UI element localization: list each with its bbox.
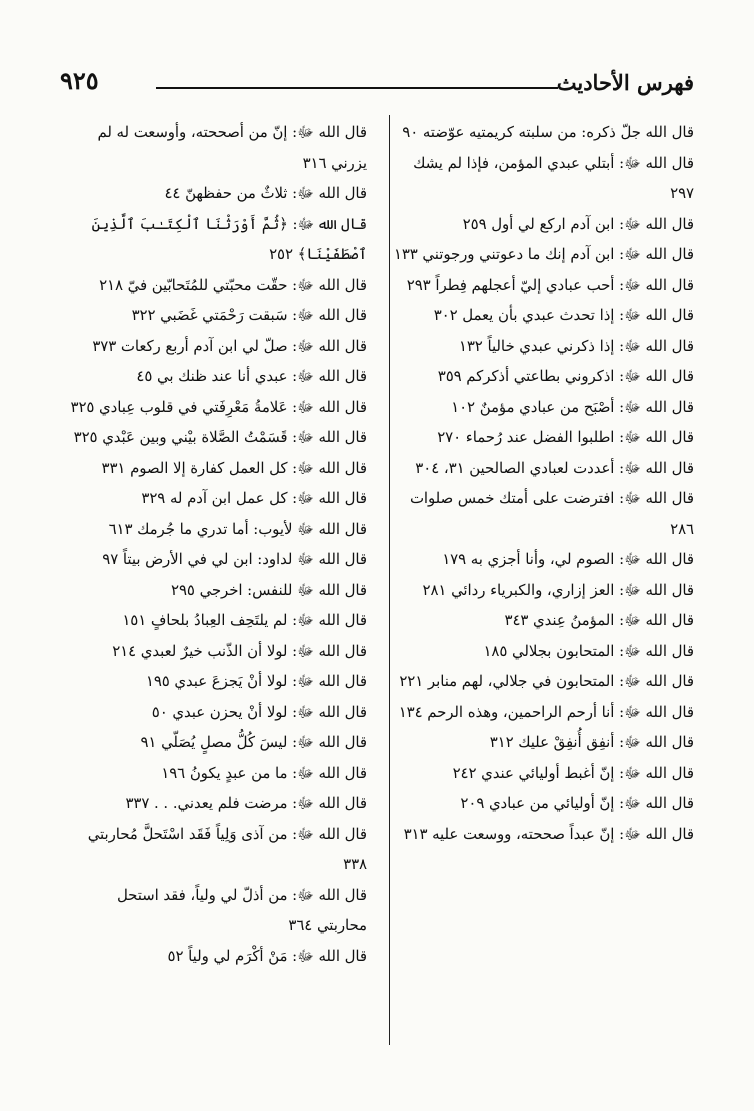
hadith-entry: قال الله ﷻ: أصْبَح من عبادي مؤمنٌ ١٠٢ (451, 398, 694, 416)
hadith-entry: قال الله ﷻ: إنّ أغبط أوليائي عندي ٢٤٢ (452, 764, 694, 782)
hadith-entry: قال الله ﷻ: إذا تحدث عبدي بأن يعمل ٣٠٢ (433, 307, 694, 324)
hadith-entry: قال الله ﷻ: افترضت على أمتك خمس صلوات ٢٨٦ (409, 490, 694, 538)
hadith-entry: قال الله جلّ ذكره: من سلبته كريمتيه عوّضته ٩٠ (402, 124, 694, 141)
hadith-entry: قال الله ﷻ: أنا أرحم الراحمين، وهذه الرحم ١٣٤ (398, 703, 694, 721)
hadith-entry: قال الله ﷻ: لم يلتَحِف العِبادُ بلحافٍ ١٥١ (122, 612, 367, 629)
hadith-entry: قال الله ﷻ: أبتلي عبدي المؤمن، فإذا لم يشك ٢٩٧ (413, 154, 694, 202)
hadith-entry: قال الله ﷻ لأيوب: أما تدري ما جُرمك ٦١٣ (108, 520, 367, 538)
hadith-entry: قال الله ﷻ: المؤمنُ عِندي ٣٤٣ (504, 612, 694, 629)
left-column (65, 118, 367, 972)
column-divider (389, 115, 390, 1045)
hadith-entry: قال الله ﷻ: لولا أن الذّنب خيرٌ لعبدي ٢١٤ (112, 642, 367, 660)
right-column (392, 118, 694, 850)
hadith-entry: قال الله ﷻ: مرضت فلم يعدني. . . ٣٣٧ (125, 795, 367, 812)
page-header (60, 58, 694, 98)
hadith-entry: قال الله ﷻ: ليسَ كُلُّ مصلٍ يُصَلّي ٩١ (140, 734, 367, 751)
hadith-entry: قال الله ﷻ لداود: ابن لي في الأرض بيتاً ٩٧ (102, 551, 367, 568)
hadith-entry: قال الله ﷻ: أحب عبادي إليّ أعجلهم فِطراً ٢٩٣ (406, 276, 694, 294)
hadith-entry: قال الله ﷻ: إنّ أوليائي من عبادي ٢٠٩ (460, 795, 694, 812)
hadith-entry: قال الله ﷻ: أعددت لعبادي الصالحين ٣١، ٣٠٤ (415, 459, 694, 477)
hadith-entry: قال الله ﷻ: اطلبوا الفضل عند رُحماء ٢٧٠ (437, 429, 694, 446)
hadith-entry: قال الله ﷻ: عبدي أنا عند ظنك بي ٤٥ (136, 368, 367, 385)
hadith-entry: قال الله ﷻ: لولا أنْ يَجزعَ عبدي ١٩٥ (145, 673, 367, 690)
hadith-entry: قال الله ﷻ: عَلامةُ مَعْرِفَتي في قلوب عِبادي ٣٢٥ (70, 398, 367, 416)
header-rule (156, 87, 558, 89)
hadith-entry: قال الله ﷻ: حقّت محبّتي للمُتَحابّين فيّ ٢١٨ (99, 276, 367, 294)
hadith-entry: قال الله ﷻ: إنّ من أصححته، وأوسعت له لم يزرني ٣١٦ (97, 124, 367, 172)
hadith-entry: قال الله ﷻ: كل العمل كفارة إلا الصوم ٣٣١ (101, 459, 367, 477)
hadith-entry: قال الله ﷻ: ﴿ثُمَّ أَوْرَثْنَا ٱلْكِتَـٰبَ ٱلَّذِينَ ٱصْطَفَيْنَا﴾ ٢٥٢ (91, 215, 367, 263)
hadith-entry: قال الله ﷻ: مَنْ أكْرَم لي ولياً ٥٢ (167, 947, 367, 965)
hadith-entry: قال الله ﷻ: كل عمل ابن آدم له ٣٢٩ (141, 490, 367, 507)
hadith-entry: قال الله ﷻ: إنّ عبداً صححته، ووسعت عليه ٣١٣ (403, 825, 694, 843)
hadith-entry: قال الله ﷻ: أنفِق أُنفِقْ عليك ٣١٢ (489, 734, 694, 751)
hadith-entry: قال الله ﷻ: ابن آدم اركع لي أول ٢٥٩ (462, 215, 694, 233)
hadith-entry: قال الله ﷻ: ما من عبدٍ يكونُ ١٩٦ (161, 764, 367, 782)
hadith-entry: قال الله ﷻ: ابن آدم إنك ما دعوتني ورجوتني ١٣٣ (393, 246, 694, 263)
hadith-entry: قال الله ﷻ: الصوم لي، وأنا أجزي به ١٧٩ (442, 551, 694, 568)
page-number: ٩٢٥ (60, 66, 99, 95)
hadith-entry: قال الله ﷻ: المتحابون في جلالي، لهم منابر ٢٢١ (399, 673, 694, 690)
hadith-entry: قال الله ﷻ: قَسَمْتُ الصَّلاة بيْني وبين عَبْدي ٣٢٥ (73, 429, 367, 446)
hadith-entry: قال الله ﷻ: المتحابون بجلالي ١٨٥ (483, 642, 694, 660)
hadith-entry: قال الله ﷻ: من آذى وَلِياً فَقَد اسْتَحلَّ مُحاربتي ٣٣٨ (87, 825, 367, 873)
hadith-entry: قال الله ﷻ: لولا أنْ يحزن عبدي ٥٠ (151, 703, 367, 721)
hadith-entry: قال الله ﷻ للنفس: اخرجي ٢٩٥ (171, 581, 367, 599)
hadith-entry: قال الله ﷻ: صلّ لي ابن آدم أربع ركعات ٣٧٣ (92, 337, 367, 355)
page-title: فهرس الأحاديث (556, 70, 694, 95)
hadith-entry: قال الله ﷻ: إذا ذكرني عبدي خالياً ١٣٢ (458, 337, 694, 355)
hadith-entry: قال الله ﷻ: سَبقت رَحْمَتي غَضَبي ٣٢٢ (131, 307, 367, 324)
hadith-entry: قال الله ﷻ: ثلاثٌ من حفظهنّ ٤٤ (164, 185, 367, 202)
hadith-entry: قال الله ﷻ: اذكروني بطاعتي أذكركم ٣٥٩ (437, 368, 694, 385)
hadith-entry: قال الله ﷻ: من أذلّ لي ولياً، فقد استحل محاربتي ٣٦٤ (116, 886, 367, 934)
hadith-entry: قال الله ﷻ: العز إزاري، والكبرياء ردائي ٢٨١ (422, 581, 694, 599)
